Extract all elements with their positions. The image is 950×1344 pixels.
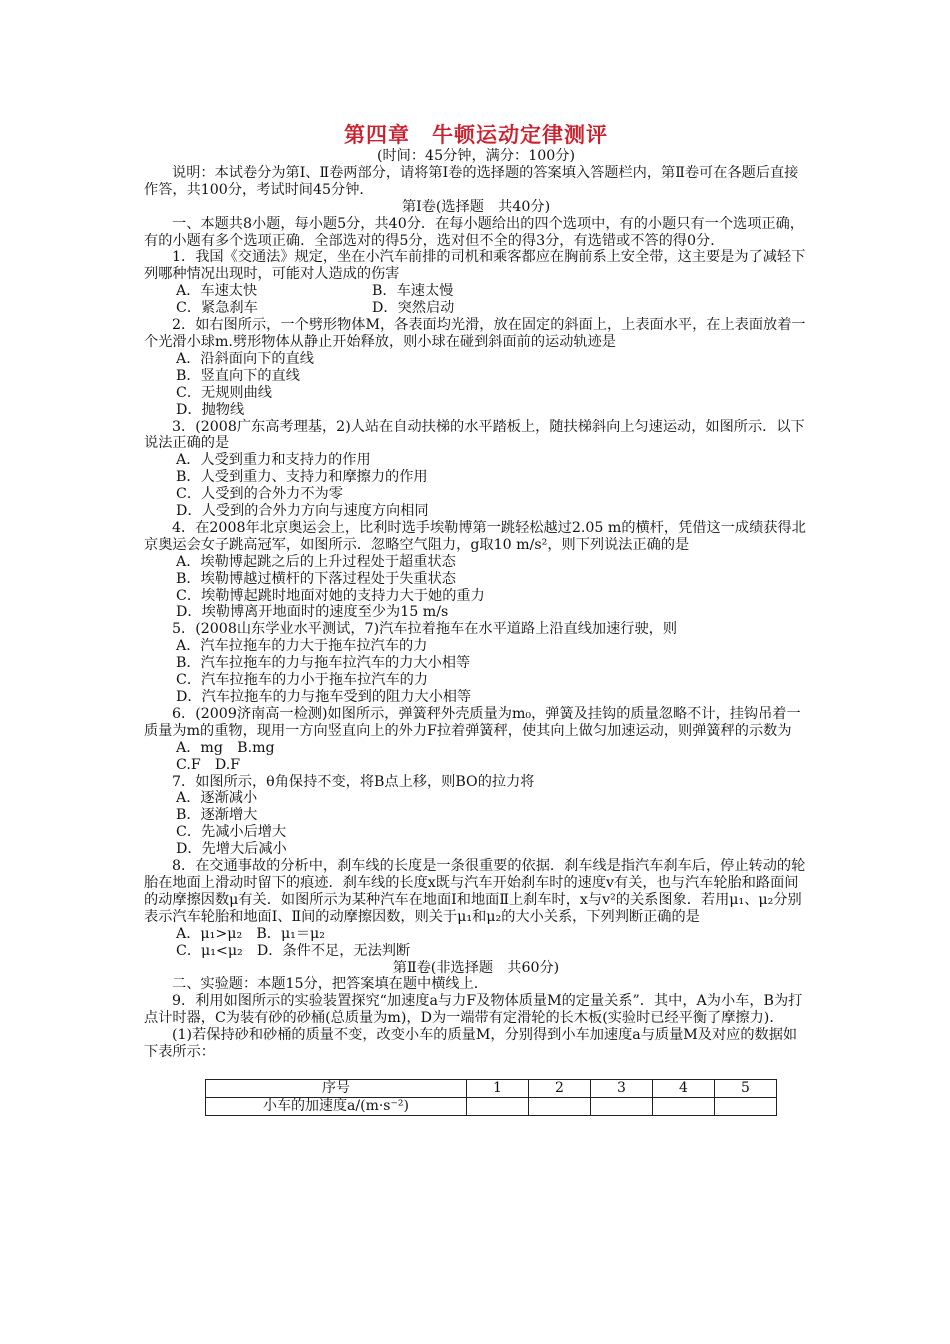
table-cell xyxy=(529,1097,591,1115)
data-table xyxy=(205,1079,777,1116)
part2-heading: 第Ⅱ卷(非选择题 共60分) xyxy=(392,959,560,976)
options-ab: A．mg B.mg xyxy=(176,739,275,756)
table-cell xyxy=(653,1097,715,1115)
exam-page xyxy=(144,122,808,1116)
option-b: B．竖直向下的直线 xyxy=(176,367,300,384)
option-d: D．人受到的合外力方向与速度方向相同 xyxy=(176,503,429,520)
option-a: A．沿斜面向下的直线 xyxy=(176,350,314,367)
option-a: A．车速太快 xyxy=(176,283,258,300)
table-header-cell: 1 xyxy=(467,1079,529,1097)
option-b: B．车速太慢 xyxy=(372,283,454,300)
option-a: A．埃勒博起跳之后的上升过程处于超重状态 xyxy=(176,553,456,570)
question-5-stem: 5．(2008山东学业水平测试，7)汽车拉着拖车在水平道路上沿直线加速行驶，则 xyxy=(172,621,678,638)
question-1-options-row1 xyxy=(144,283,808,300)
option-c: C．先减小后增大 xyxy=(176,824,287,841)
option-d: D．抛物线 xyxy=(176,401,245,418)
option-a: A．逐渐减小 xyxy=(176,790,258,807)
question-2-stem: 2．如右图所示，一个劈形物体M，各表面均光滑，放在固定的斜面上，上表面水平，在上表面放着一个光滑小球m.劈形物体从静止开始释放，则小球在碰到斜面前的运动轨迹是 xyxy=(144,317,806,350)
question-3-stem: 3．(2008广东高考理基，2)人站在自动扶梯的水平踏板上，随扶梯斜向上匀速运动，如图所示．以下说法正确的是 xyxy=(144,418,805,452)
option-b: B．汽车拉拖车的力与拖车拉汽车的力大小相等 xyxy=(176,655,471,672)
options-cd: C.F D.F xyxy=(176,756,241,773)
table-header-cell: 2 xyxy=(529,1079,591,1097)
table-header-cell: 5 xyxy=(715,1079,777,1097)
option-c: C．埃勒博起跳时地面对她的支持力大于她的重力 xyxy=(176,587,485,604)
option-d: D．突然启动 xyxy=(372,300,455,317)
question-8-stem: 8．在交通事故的分析中，刹车线的长度是一条很重要的依据．刹车线是指汽车刹车后，停止转动的轮胎在地面上滑动时留下的痕迹．刹车线的长度x既与汽车开始刹车时的速度v有关，也与汽车轮胎和路面间的动摩擦因数μ有关．如图所示为某种汽车在地面Ⅰ和地面Ⅱ上刹车时，x与v²的关系图象．若用μ₁、μ₂分别表示汽车轮胎和地面Ⅰ、Ⅱ间的动摩擦因数，则关于μ₁和μ₂的大小关系，下列判断正确的是 xyxy=(144,858,806,925)
part1-instructions: 一、本题共8小题，每小题5分，共40分．在每小题给出的四个选项中，有的小题只有一个选项正确，有的小题有多个选项正确．全部选对的得5分，选对但不全的得3分，有选错或不答的得0分． xyxy=(144,215,804,249)
option-b: B．埃勒博越过横杆的下落过程处于失重状态 xyxy=(176,570,456,587)
part1-heading: 第Ⅰ卷(选择题 共40分) xyxy=(401,198,551,215)
table-row xyxy=(206,1097,777,1115)
option-b: B．人受到重力、支持力和摩擦力的作用 xyxy=(176,469,428,486)
table-cell xyxy=(467,1097,529,1115)
exam-subtitle: (时间：45分钟，满分：100分) xyxy=(376,148,576,164)
option-a: A．汽车拉拖车的力大于拖车拉汽车的力 xyxy=(176,638,428,655)
table-cell xyxy=(591,1097,653,1115)
table-row xyxy=(206,1079,777,1097)
option-a: A．人受到重力和支持力的作用 xyxy=(176,452,371,469)
option-d: D．先增大后减小 xyxy=(176,841,287,858)
question-4-stem: 4．在2008年北京奥运会上，比利时选手埃勒博第一跳轻松越过2.05 m的横杆，凭借这一成绩获得北京奥运会女子跳高冠军，如图所示．忽略空气阻力，g取10 m/s²，则下列说法正确的是 xyxy=(144,519,806,553)
question-7-stem: 7．如图所示，θ角保持不变，将B点上移，则BO的拉力将 xyxy=(172,773,535,790)
question-6-stem: 6．(2009济南高一检测)如图所示，弹簧秤外壳质量为m₀，弹簧及挂钩的质量忽略不计，挂钩吊着一质量为m的重物，现用一方向竖直向上的外力F拉着弹簧秤，使其向上做匀加速运动，则弹簧秤的示数为 xyxy=(144,705,801,739)
part2-instructions: 二、实验题：本题15分，把答案填在题中横线上． xyxy=(172,976,488,993)
option-c: C．汽车拉拖车的力小于拖车拉汽车的力 xyxy=(176,672,429,689)
option-c: C．紧急刹车 xyxy=(176,300,258,317)
option-c: C．无规则曲线 xyxy=(176,384,272,401)
page-title: 第四章 牛顿运动定律测评 xyxy=(344,123,608,147)
table-header-cell: 4 xyxy=(653,1079,715,1097)
option-d: D．埃勒博离开地面时的速度至少为15 m/s xyxy=(176,604,449,621)
table-cell: 小车的加速度a/(m·s⁻²) xyxy=(206,1097,467,1115)
question-1-stem: 1．我国《交通法》规定，坐在小汽车前排的司机和乘客都应在胸前系上安全带，这主要是为了减轻下列哪种情况出现时，可能对人造成的伤害 xyxy=(144,249,806,283)
table-cell xyxy=(715,1097,777,1115)
question-9-sub1: (1)若保持砂和砂桶的质量不变，改变小车的质量M，分别得到小车加速度a与质量M及对应的数据如下表所示： xyxy=(144,1027,798,1061)
table-header-cell: 3 xyxy=(591,1079,653,1097)
table-header-cell: 序号 xyxy=(206,1079,467,1097)
option-c: C．人受到的合外力不为零 xyxy=(176,486,343,503)
question-9-stem: 9．利用如图所示的实验装置探究“加速度a与力F及物体质量M的定量关系”．其中，A为小车，B为打点计时器，C为装有砂的砂桶(总质量为m)，D为一端带有定滑轮的长木板(实验时已经平衡了摩擦力)． xyxy=(144,993,803,1027)
option-b: B．逐渐增大 xyxy=(176,807,258,824)
question-1-options-row2 xyxy=(144,300,808,317)
options-ab: A．μ₁>μ₂ B．μ₁＝μ₂ xyxy=(176,925,325,942)
option-d: D．汽车拉拖车的力与拖车受到的阻力大小相等 xyxy=(176,689,472,705)
options-cd: C．μ₁<μ₂ D．条件不足，无法判断 xyxy=(176,942,411,959)
exam-intro: 说明：本试卷分为第Ⅰ、Ⅱ卷两部分，请将第Ⅰ卷的选择题的答案填入答题栏内，第Ⅱ卷可在各题后直接作答，共100分，考试时间45分钟． xyxy=(144,164,799,198)
